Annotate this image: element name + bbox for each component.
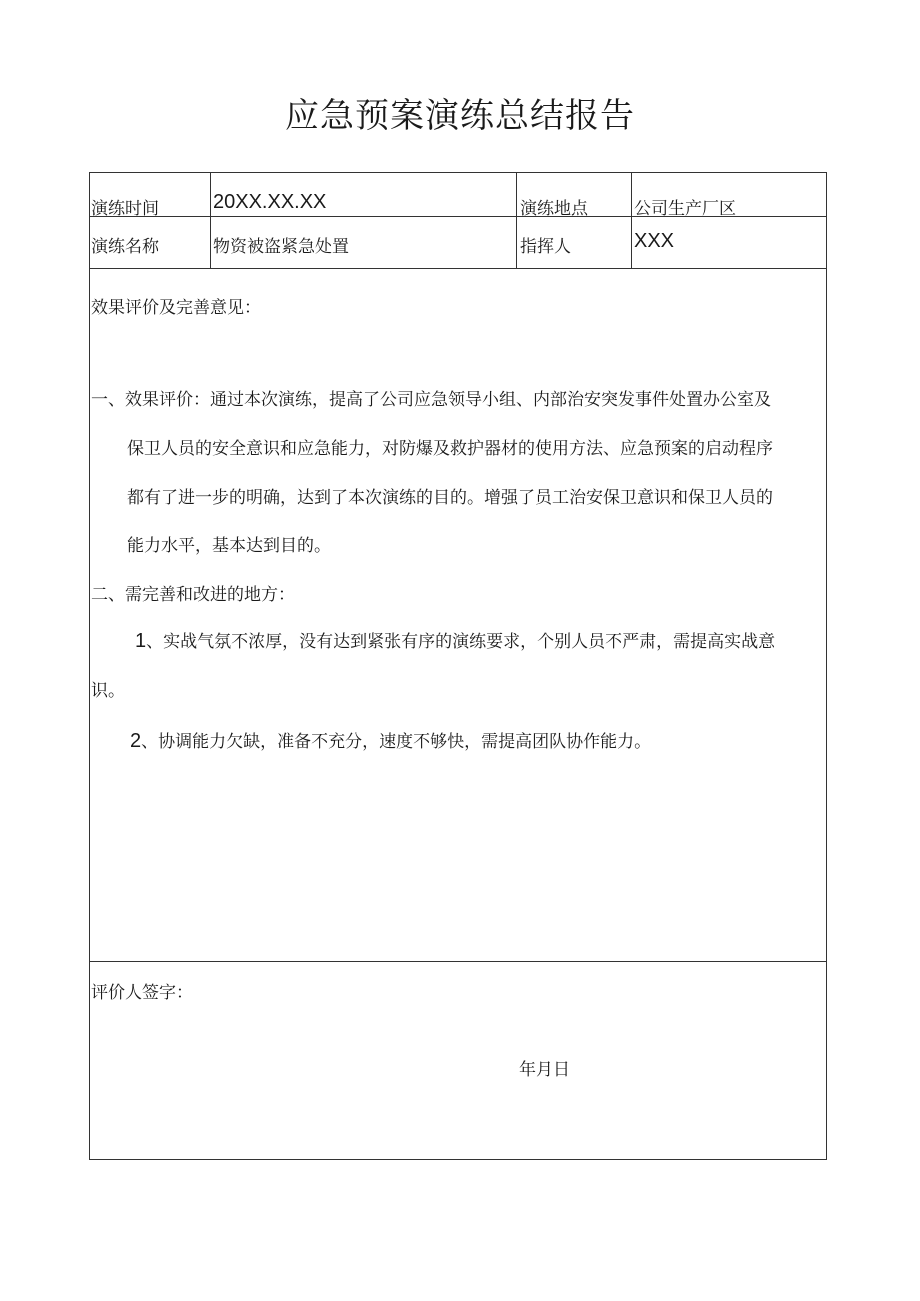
evaluation-heading: 效果评价及完善意见： — [91, 298, 261, 318]
drill-time-value: 20XX.XX.XX — [213, 191, 327, 213]
drill-location-label: 演练地点 — [520, 199, 588, 219]
drill-time-label: 演练时间 — [91, 199, 159, 219]
column-divider — [210, 173, 211, 269]
page-title: 应急预案演练总结报告 — [285, 96, 635, 136]
item-number: 2 — [130, 730, 142, 752]
section1-line: 都有了进一步的明确，达到了本次演练的目的。增强了员工治安保卫意识和保卫人员的 — [127, 488, 773, 508]
item-number: 1 — [135, 630, 147, 652]
section1-line: 能力水平，基本达到目的。 — [127, 536, 331, 556]
signature-label: 评价人签字： — [91, 983, 193, 1003]
improvement-item-2 — [130, 727, 651, 753]
column-divider — [516, 173, 517, 269]
improvement-item-1 — [135, 627, 775, 653]
section1-line: 保卫人员的安全意识和应急能力，对防爆及救护器材的使用方法、应急预案的启动程序 — [127, 439, 773, 459]
report-form — [89, 172, 827, 1160]
section2-heading: 二、需完善和改进的地方： — [91, 585, 295, 605]
item-text: 、实战气氛不浓厚，没有达到紧张有序的演练要求，个别人员不严肃，需提高实战意 — [146, 632, 776, 652]
row-divider — [90, 268, 826, 269]
drill-name-label: 演练名称 — [91, 237, 159, 257]
signature-date: 年月日 — [519, 1060, 570, 1080]
drill-location-value: 公司生产厂区 — [634, 199, 736, 219]
section1-line: 一、效果评价：通过本次演练，提高了公司应急领导小组、内部治安突发事件处置办公室及 — [91, 390, 771, 410]
drill-name-value: 物资被盗紧急处置 — [213, 237, 349, 257]
improvement-item-1-continued: 识。 — [91, 681, 125, 701]
commander-label: 指挥人 — [520, 237, 571, 257]
item-text: 、协调能力欠缺，准备不充分，速度不够快，需提高团队协作能力。 — [141, 732, 652, 752]
row-divider — [90, 961, 826, 962]
column-divider — [631, 173, 632, 269]
commander-value: XXX — [634, 230, 675, 252]
